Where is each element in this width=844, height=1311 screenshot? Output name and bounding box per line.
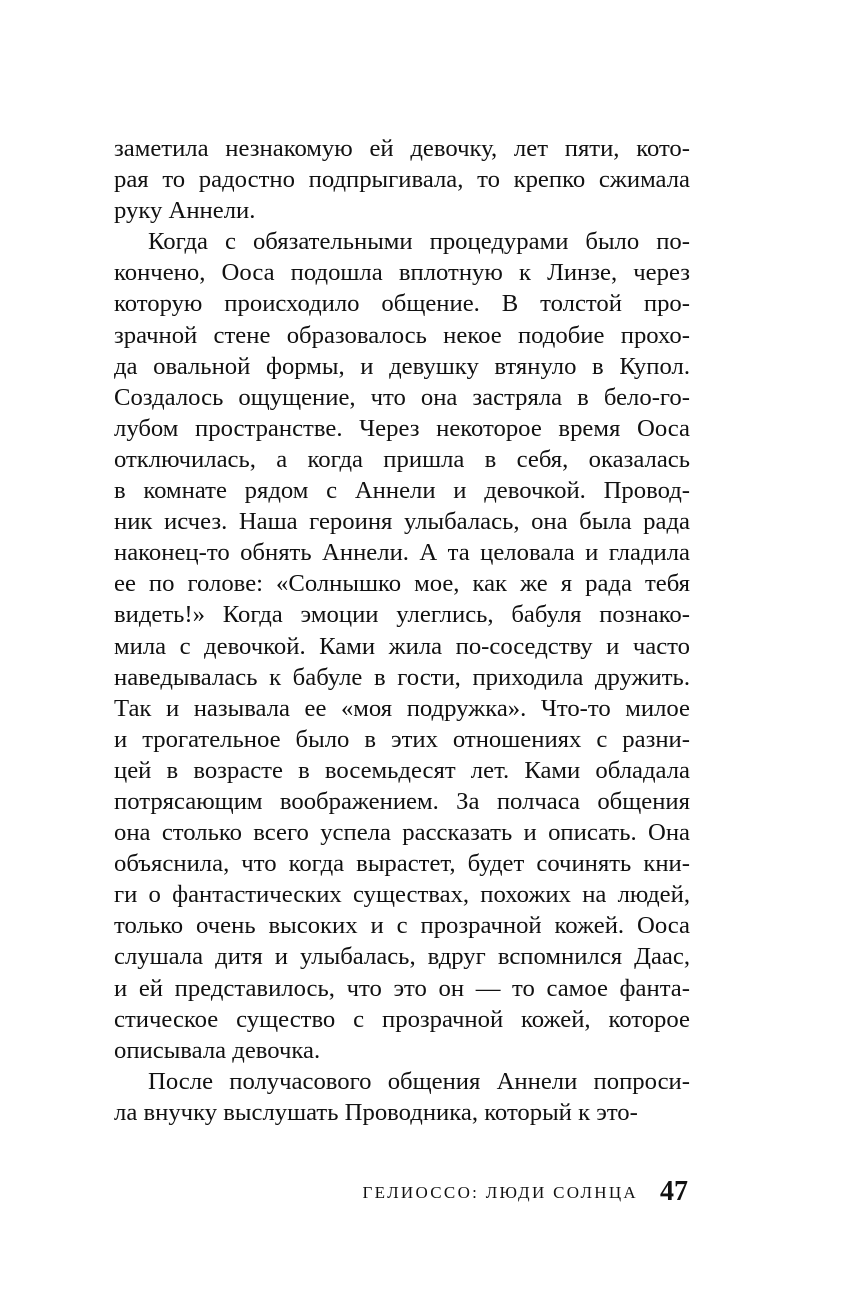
body-text <box>114 133 690 1128</box>
text-line: потрясающим воображением. За полчаса общения <box>114 787 690 815</box>
text-line: стическое существо с прозрачной кожей, которое <box>114 1005 690 1033</box>
text-line: Так и называла ее «моя подружка». Что-то милое <box>114 694 690 722</box>
text-line: да овальной формы, и девушку втянуло в Купол. <box>114 352 690 380</box>
text-line: Когда с обязательными процедурами было по- <box>148 228 690 256</box>
text-line: ник исчез. Наша героиня улыбалась, она была рада <box>114 508 690 536</box>
text-line: слушала дитя и улыбалась, вдруг вспомнился Даас, <box>114 943 690 971</box>
text-line: она столько всего успела рассказать и описать. Она <box>114 819 690 847</box>
text-line: цей в возрасте в восемьдесят лет. Ками обладала <box>114 756 690 784</box>
text-line: которую происходило общение. В толстой про- <box>114 290 690 318</box>
text-line: наконец-то обнять Аннели. А та целовала и гладила <box>114 539 690 567</box>
text-line: и трогательное было в этих отношениях с разни- <box>114 725 690 753</box>
text-line: и ей представилось, что это он — то самое фанта- <box>114 974 690 1002</box>
page-footer <box>114 1175 688 1211</box>
text-line: ла внучку выслушать Проводника, который к это- <box>114 1098 638 1126</box>
text-line: После получасового общения Аннели попроси- <box>148 1067 690 1095</box>
running-title: ГЕЛИОССО: ЛЮДИ СОЛНЦА <box>362 1183 638 1202</box>
paragraph <box>114 1066 690 1128</box>
page-number: 47 <box>660 1176 688 1207</box>
text-line: объяснила, что когда вырастет, будет сочинять кни- <box>114 850 690 878</box>
text-line: наведывалась к бабуле в гости, приходила дружить. <box>114 663 690 691</box>
text-line: ги о фантастических существах, похожих на людей, <box>114 881 690 909</box>
text-line: только очень высоких и с прозрачной кожей. Ооса <box>114 912 690 940</box>
paragraph <box>114 226 690 1066</box>
text-line: Создалось ощущение, что она застряла в бело-го- <box>114 383 690 411</box>
text-line: лубом пространстве. Через некоторое время Ооса <box>114 414 690 442</box>
text-line: рая то радостно подпрыгивала, то крепко сжимала <box>114 166 690 194</box>
text-line: видеть!» Когда эмоции улеглись, бабуля познако- <box>114 601 690 629</box>
text-line: мила с девочкой. Ками жила по-соседству и часто <box>114 632 690 660</box>
paragraph <box>114 133 690 226</box>
text-line: руку Аннели. <box>114 197 256 225</box>
text-line: описывала девочка. <box>114 1036 321 1064</box>
text-line: в комнате рядом с Аннели и девочкой. Провод- <box>114 477 690 505</box>
text-line: ее по голове: «Солнышко мое, как же я рада тебя <box>114 570 690 598</box>
text-line: заметила незнакомую ей девочку, лет пяти, кото- <box>114 135 690 162</box>
text-line: отключилась, а когда пришла в себя, оказалась <box>114 445 690 473</box>
text-line: кончено, Ооса подошла вплотную к Линзе, через <box>114 259 690 287</box>
text-line: зрачной стене образовалось некое подобие прохо- <box>114 321 690 349</box>
